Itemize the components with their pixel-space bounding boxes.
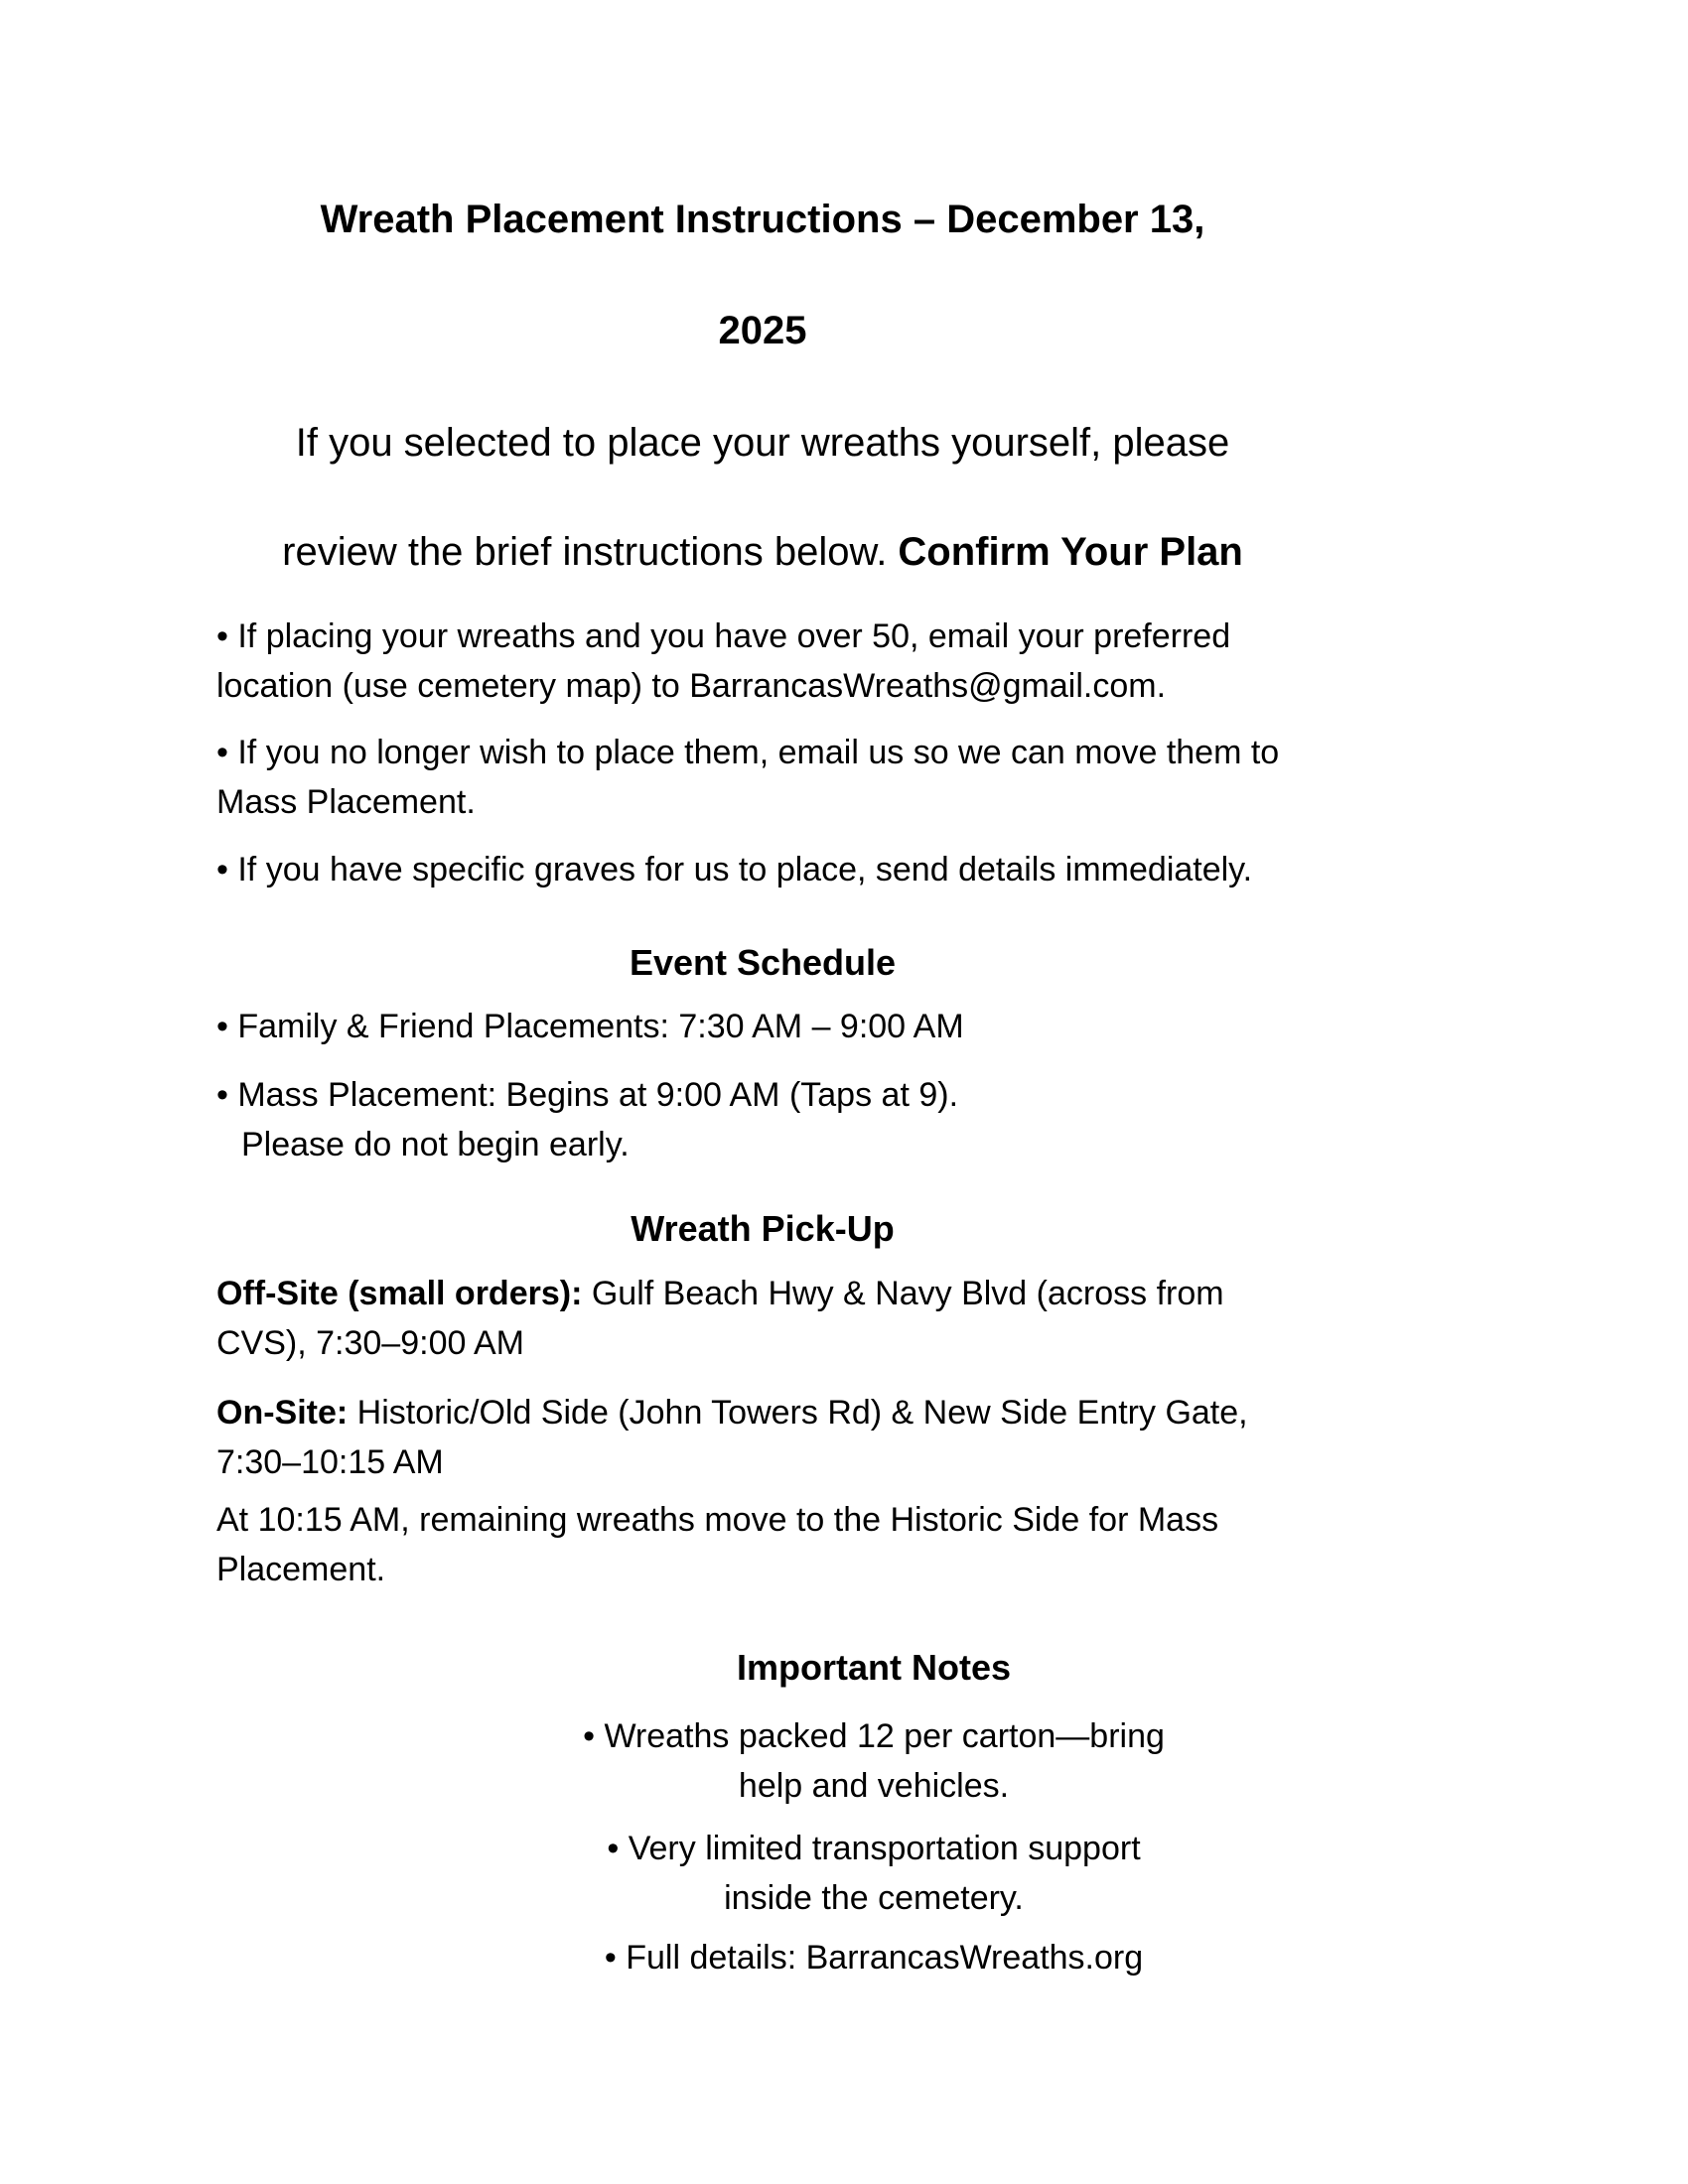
- pickup-closing-line-2: Placement.: [216, 1551, 386, 1588]
- bullet-line: • If placing your wreaths and you have over 50, email your preferred: [216, 617, 1231, 655]
- confirm-plan-bullet-2: [216, 728, 1688, 827]
- offsite-pickup-label: Off-Site (small orders):: [216, 1275, 583, 1312]
- confirm-plan-inline-heading: Confirm Your Plan: [898, 530, 1243, 574]
- note-line: • Very limited transportation support: [607, 1830, 1141, 1867]
- offsite-pickup-detail: Gulf Beach Hwy & Navy Blvd (across from: [582, 1275, 1224, 1312]
- section-heading-wreath-pickup: Wreath Pick-Up: [631, 1208, 895, 1249]
- offsite-pickup-line-2: CVS), 7:30–9:00 AM: [216, 1324, 524, 1362]
- document-title: [216, 164, 1309, 386]
- offsite-pickup-line-1: [216, 1269, 1688, 1318]
- important-notes-block: [216, 1642, 1531, 1982]
- onsite-pickup-detail: Historic/Old Side (John Towers Rd) & New Side Entry Gate,: [348, 1394, 1248, 1432]
- bullet-line: location (use cemetery map) to BarrancasWreaths@gmail.com.: [216, 667, 1167, 705]
- bullet-line: • Family & Friend Placements: 7:30 AM – 9:00 AM: [216, 1008, 964, 1045]
- bullet-line: • If you no longer wish to place them, email us so we can move them to: [216, 734, 1280, 771]
- note-line: • Full details: BarrancasWreaths.org: [604, 1939, 1144, 1977]
- bullet-line-indented: Please do not begin early.: [241, 1126, 630, 1163]
- document-title-line-1: Wreath Placement Instructions – December 13,: [320, 198, 1205, 241]
- onsite-pickup-paragraph: [216, 1388, 1688, 1487]
- confirm-plan-bullet-1: [216, 612, 1688, 711]
- intro-paragraph: [216, 388, 1309, 607]
- important-note-2: [216, 1824, 1531, 1923]
- onsite-pickup-line-1: [216, 1388, 1688, 1437]
- bullet-line: Mass Placement.: [216, 783, 476, 821]
- onsite-pickup-label: On-Site:: [216, 1394, 349, 1432]
- note-line: help and vehicles.: [738, 1767, 1010, 1805]
- event-schedule-bullet-2: [216, 1070, 1688, 1169]
- offsite-pickup-paragraph: [216, 1269, 1688, 1368]
- intro-line-2-text: review the brief instructions below.: [282, 530, 899, 574]
- pickup-closing-paragraph: [216, 1495, 1688, 1594]
- intro-line-2: [216, 497, 1309, 607]
- title-block: [216, 164, 1309, 607]
- important-note-1: [216, 1711, 1531, 1811]
- section-heading-event-schedule: Event Schedule: [629, 942, 897, 983]
- event-schedule-bullet-1: [216, 1002, 1688, 1051]
- onsite-pickup-line-2: 7:30–10:15 AM: [216, 1443, 444, 1481]
- intro-line-1: If you selected to place your wreaths yourself, please: [295, 421, 1230, 465]
- important-note-3: [216, 1933, 1531, 1982]
- confirm-plan-bullet-3: [216, 845, 1688, 894]
- section-heading-important-notes: Important Notes: [736, 1647, 1011, 1688]
- bullet-line: • Mass Placement: Begins at 9:00 AM (Taps at 9).: [216, 1076, 959, 1114]
- pickup-closing-line-1: At 10:15 AM, remaining wreaths move to the Historic Side for Mass: [216, 1501, 1219, 1539]
- document-title-year: 2025: [718, 309, 807, 352]
- note-line: inside the cemetery.: [724, 1879, 1024, 1917]
- bullet-line: • If you have specific graves for us to place, send details immediately.: [216, 851, 1253, 888]
- note-line: • Wreaths packed 12 per carton—bring: [583, 1717, 1165, 1755]
